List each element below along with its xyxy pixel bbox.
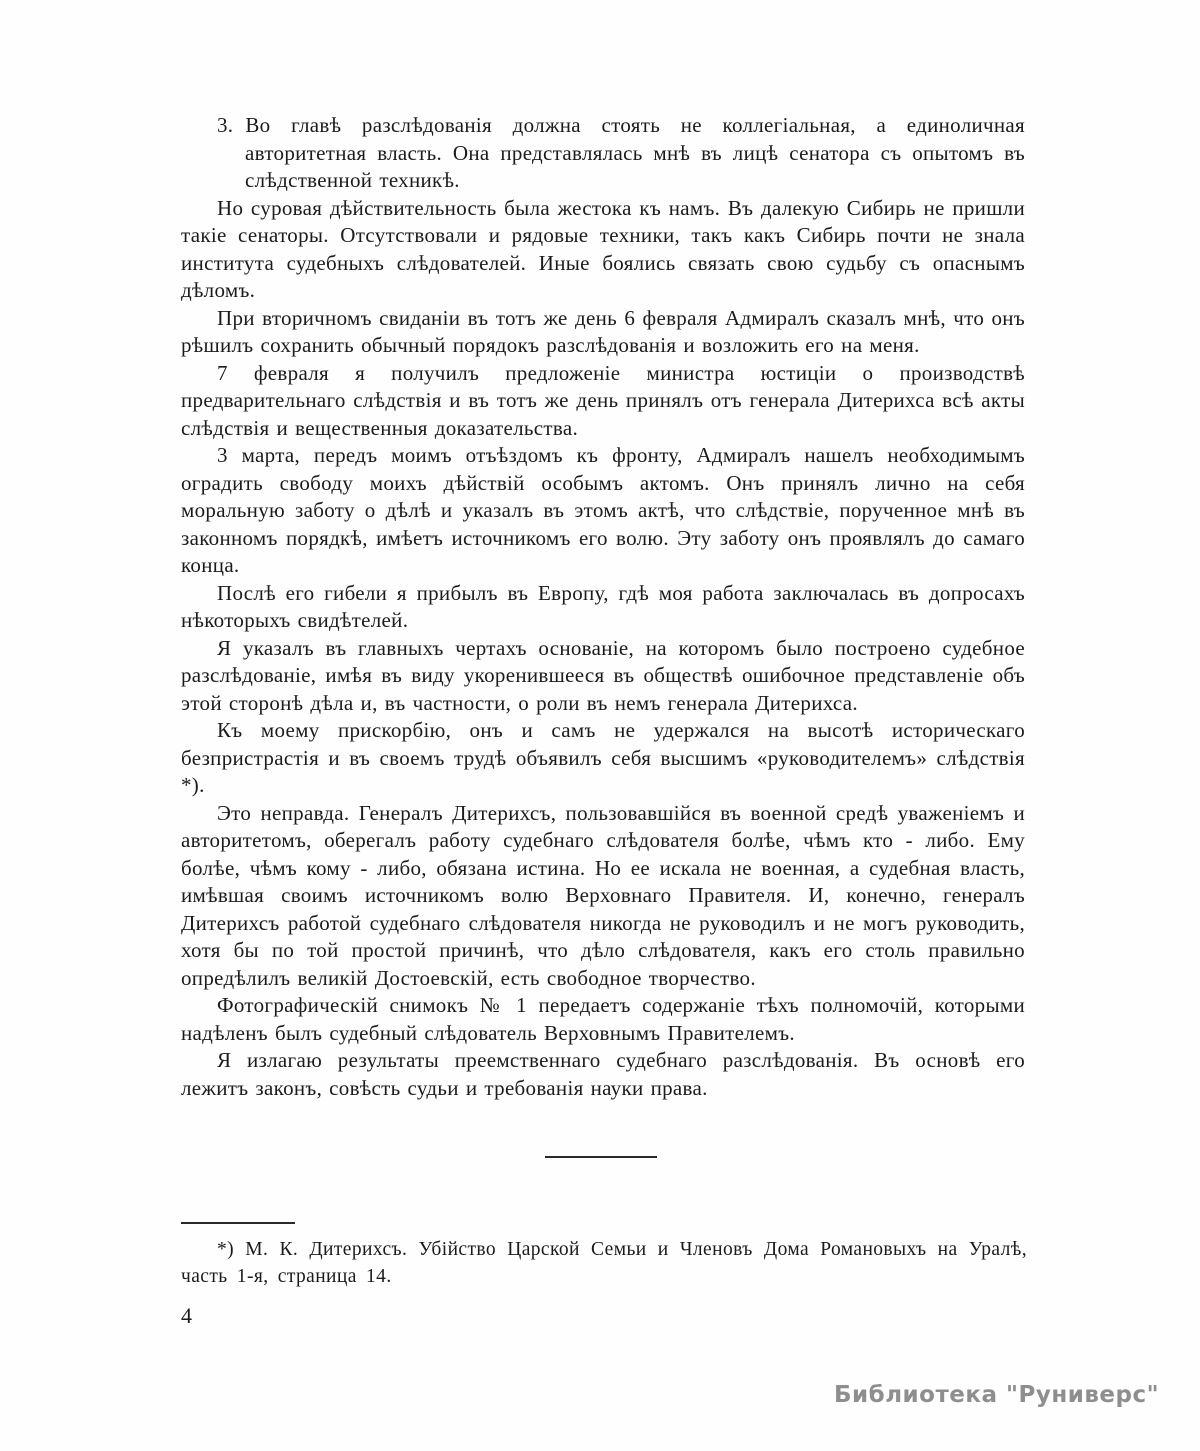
item-number: 3. — [217, 113, 234, 137]
watermark: Библиотека "Руниверс" — [834, 1382, 1160, 1408]
paragraph: Я указалъ въ главныхъ чертахъ основаніе, на которомъ было построено судебное разслѣдованіе, имѣя въ виду укоренившееся въ обществѣ ошибочное представленіе объ этой сторонѣ дѣла и, въ частности, о роли въ немъ генерала Дитерихса. — [181, 635, 1025, 715]
paragraph: 7 февраля я получилъ предложеніе министра юстиціи о производствѣ предварительнаго слѣдствія и въ тотъ же день принялъ отъ генерала Дитерихса всѣ акты слѣдствія и вещественныя доказательства. — [181, 360, 1025, 440]
numbered-item-text: Во главѣ разслѣдованія должна стоять не коллегіальная, а единоличная авторитетная власть. Она представлялась мнѣ въ лицѣ сенатора съ опытомъ въ слѣдственной техникѣ. — [245, 113, 1025, 192]
paragraph: При вторичномъ свиданіи въ тотъ же день 6 февраля Адмиралъ сказалъ мнѣ, что онъ рѣшилъ сохранить обычный порядокъ разслѣдованія и возложить его на меня. — [181, 305, 1025, 357]
numbered-item — [181, 112, 1025, 195]
footnote: *) М. К. Дитерихсъ. Убійство Царской Семьи и Членовъ Дома Романовыхъ на Уралѣ, часть 1-я, страница 14. — [181, 1239, 1027, 1287]
paragraph: Но суровая дѣйствительность была жестока къ намъ. Въ далекую Сибирь не пришли такіе сенаторы. Отсутствовали и рядовые техники, такъ какъ Сибирь почти не знала института судебныхъ слѣдователей. Иные боялись связать свою судьбу съ опаснымъ дѣломъ. — [181, 195, 1025, 302]
section-separator — [545, 1156, 657, 1158]
paragraph: Я излагаю результаты преемственнаго судебнаго разслѣдованія. Въ основѣ его лежитъ законъ, совѣсть судьи и требованія науки права. — [181, 1048, 1025, 1100]
paragraph: Фотографическій снимокъ № 1 передаетъ содержаніе тѣхъ полномочій, которыми надѣленъ былъ судебный слѣдователь Верховнымъ Правителемъ. — [181, 993, 1025, 1045]
paragraph: 3 марта, передъ моимъ отъѣздомъ къ фронту, Адмиралъ нашелъ необходимымъ оградить свободу моихъ дѣйствій особымъ актомъ. Онъ принялъ лично на себя моральную заботу о дѣлѣ и указалъ въ этомъ актѣ, что слѣдствіе, порученное мнѣ въ законномъ порядкѣ, имѣетъ источникомъ его волю. Эту заботу онъ проявлялъ до самаго конца. — [181, 443, 1025, 577]
page-number: 4 — [181, 1303, 192, 1328]
footnote-rule — [181, 1222, 295, 1224]
paragraph: Послѣ его гибели я прибылъ въ Европу, гдѣ моя работа заключалась въ допросахъ нѣкоторыхъ свидѣтелей. — [181, 580, 1025, 632]
paragraph: Къ моему прискорбію, онъ и самъ не удержался на высотѣ историческаго безпристрастія и въ своемъ трудѣ объявилъ себя высшимъ «руководителемъ» слѣдствія *). — [181, 718, 1025, 797]
text-block — [181, 112, 1025, 1102]
paragraph: Это неправда. Генералъ Дитерихсъ, пользовавшійся въ военной средѣ уваженіемъ и авторитетомъ, оберегалъ работу судебнаго слѣдователя болѣе, чѣмъ кто - либо. Ему болѣе, чѣмъ кому - либо, обязана истина. Но ее искала не военная, а судебная власть, имѣвшая своимъ источникомъ волю Верховнаго Правителя. И, конечно, генералъ Дитерихсъ работой судебнаго слѣдователя никогда не руководилъ и не могъ руководить, хотя бы по той простой причинѣ, что дѣло слѣдователя, какъ его столь правильно опредѣлилъ великій Достоевскій, есть свободное творчество. — [181, 800, 1025, 990]
